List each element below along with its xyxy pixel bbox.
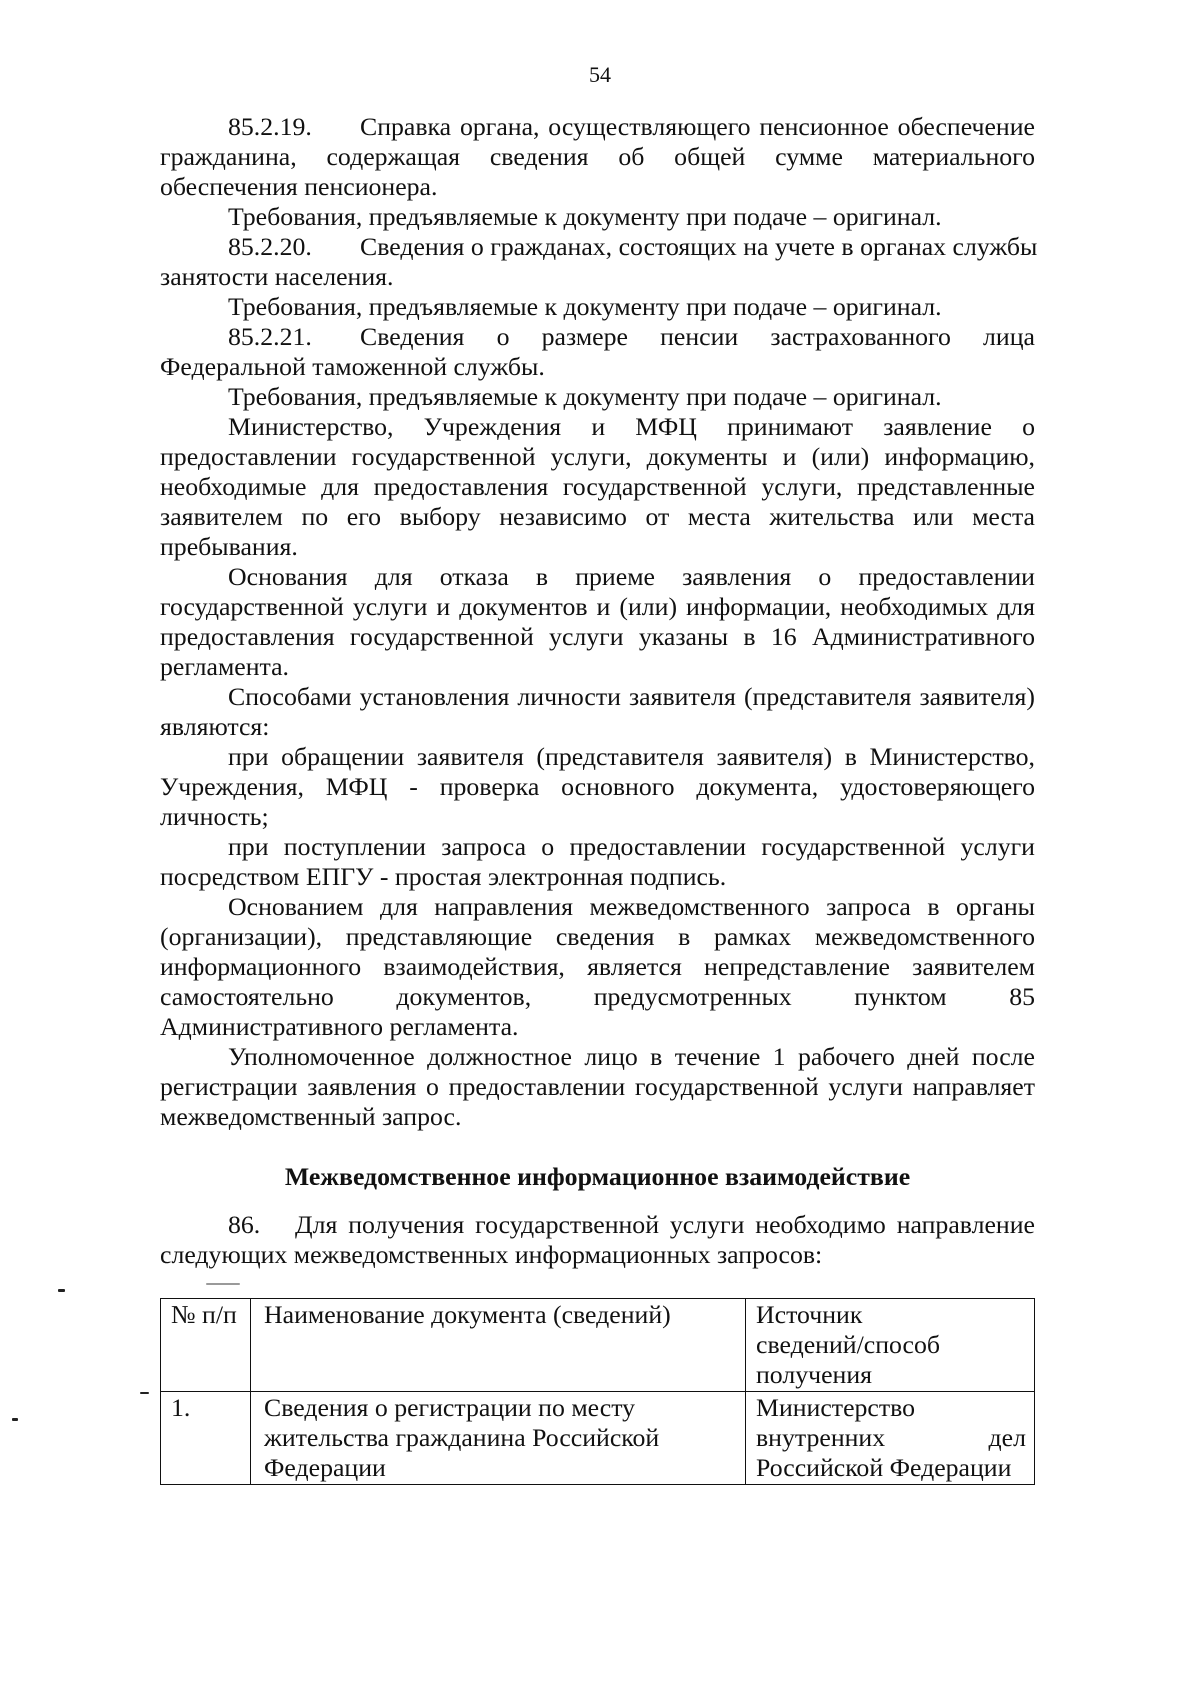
text-line: предоставления государственной услуги указаны в 16 Административного (160, 622, 1035, 651)
cell-document-name (251, 1392, 746, 1485)
text-line: заявителем по его выбору независимо от места жительства или места (160, 502, 1035, 531)
text-line: Требования, предъявляемые к документу при подаче – оригинал. (228, 202, 942, 231)
text-line: Уполномоченное должностное лицо в течение 1 рабочего дней после (228, 1042, 1035, 1071)
cell-line: № п/п (171, 1300, 237, 1329)
text-line: следующих межведомственных информационных запросов: (160, 1240, 823, 1269)
header-source (746, 1299, 1035, 1392)
text-line: регистрации заявления о предоставлении государственной услуги направляет (160, 1072, 1035, 1101)
cell-number (161, 1392, 251, 1485)
text-line: пребывания. (160, 532, 298, 561)
text-line: занятости населения. (160, 262, 394, 291)
text-line: Требования, предъявляемые к документу при подаче – оригинал. (228, 292, 942, 321)
cell-source (746, 1392, 1035, 1485)
text-line: самостоятельно документов, предусмотренных пунктом 85 (160, 982, 1035, 1011)
line-text: Сведения о гражданах, состоящих на учете в органах службы (360, 232, 1038, 261)
text-line: Министерство, Учреждения и МФЦ принимают заявление о (228, 412, 1035, 441)
text-line: при поступлении запроса о предоставлении государственной услуги (228, 832, 1035, 861)
text-line: (организации), представляющие сведения в рамках межведомственного (160, 922, 1035, 951)
text-line (160, 322, 1035, 352)
scan-artifact (58, 1289, 65, 1292)
item-number: 85.2.19. (228, 112, 312, 141)
text-line (160, 112, 1035, 142)
text-line: гражданина, содержащая сведения об общей сумме материального (160, 142, 1035, 171)
paragraph-85-2-19 (160, 112, 1035, 202)
cell-line: Наименование документа (сведений) (264, 1300, 671, 1329)
paragraph-authorized-official (160, 1042, 1035, 1132)
text-line: Основания для отказа в приеме заявления о предоставлении (228, 562, 1035, 591)
document-body (160, 112, 1038, 1485)
line-text: Для получения государственной услуги необходимо направление (295, 1210, 1035, 1239)
cell-line: Федерации (264, 1453, 386, 1482)
paragraph-in-person (160, 742, 1035, 832)
item-number: 86. (228, 1210, 261, 1239)
paragraph-identification-methods (160, 682, 1035, 742)
page-number: 54 (589, 62, 611, 87)
cell-line: 1. (171, 1393, 191, 1422)
text-line: обеспечения пенсионера. (160, 172, 438, 201)
paragraph-85-2-21 (160, 322, 1035, 382)
cell-line: внутренних дел (756, 1423, 1026, 1452)
table-row (161, 1392, 1035, 1485)
text-line (160, 1210, 1035, 1240)
scan-artifact (12, 1418, 18, 1421)
cell-line: жительства гражданина Российской (264, 1423, 660, 1452)
cell-line: Российской Федерации (756, 1453, 1012, 1482)
paragraph-refusal-grounds (160, 562, 1035, 682)
text-line: необходимые для предоставления государственной услуги, представленные (160, 472, 1035, 501)
item-number: 85.2.20. (228, 232, 312, 261)
line-text: Справка органа, осуществляющего пенсионное обеспечение (360, 112, 1035, 141)
paragraph-85-2-20 (160, 232, 1038, 292)
cell-line: Министерство (756, 1393, 916, 1422)
text-line: Требования, предъявляемые к документу при подаче – оригинал. (228, 382, 942, 411)
text-line (160, 232, 1038, 262)
cell-line: Источник (756, 1300, 863, 1329)
paragraph-interagency-basis (160, 892, 1035, 1042)
text-line: Способами установления личности заявителя (представителя заявителя) (228, 682, 1035, 711)
cell-line: получения (756, 1360, 873, 1389)
text-line: Учреждения, МФЦ - проверка основного документа, удостоверяющего (160, 772, 1035, 801)
requirements-paragraph (160, 382, 1035, 412)
text-line: государственной услуги и документов и (или) информации, необходимых для (160, 592, 1035, 621)
cell-line: сведений/способ (756, 1330, 941, 1359)
requirements-paragraph (160, 292, 1035, 322)
text-line: информационного взаимодействия, является непредставление заявителем (160, 952, 1035, 981)
cell-line: Сведения о регистрации по месту (264, 1393, 636, 1422)
text-line: межведомственный запрос. (160, 1102, 462, 1131)
text-line: регламента. (160, 652, 290, 681)
text-line: посредством ЕПГУ - простая электронная подпись. (160, 862, 727, 891)
text-line: предоставлении государственной услуги, документы и (или) информацию, (160, 442, 1035, 471)
paragraph-online (160, 832, 1035, 892)
text-line: Административного регламента. (160, 1012, 519, 1041)
interagency-requests-table (160, 1298, 1035, 1485)
scan-artifact (140, 1392, 149, 1394)
text-line: при обращении заявителя (представителя заявителя) в Министерство, (228, 742, 1035, 771)
text-line: Федеральной таможенной службы. (160, 352, 545, 381)
paragraph-86 (160, 1210, 1035, 1270)
item-number: 85.2.21. (228, 322, 312, 351)
text-line: личность; (160, 802, 269, 831)
line-text: Сведения о размере пенсии застрахованного лица (360, 322, 1035, 351)
header-document-name (251, 1299, 746, 1392)
requirements-paragraph (160, 202, 1035, 232)
text-line: являются: (160, 712, 270, 741)
table-header-row (161, 1299, 1035, 1392)
paragraph-acceptance (160, 412, 1035, 562)
header-number (161, 1299, 251, 1392)
section-heading: Межведомственное информационное взаимодействие (284, 1162, 911, 1191)
text-line: Основанием для направления межведомственного запроса в органы (228, 892, 1035, 921)
